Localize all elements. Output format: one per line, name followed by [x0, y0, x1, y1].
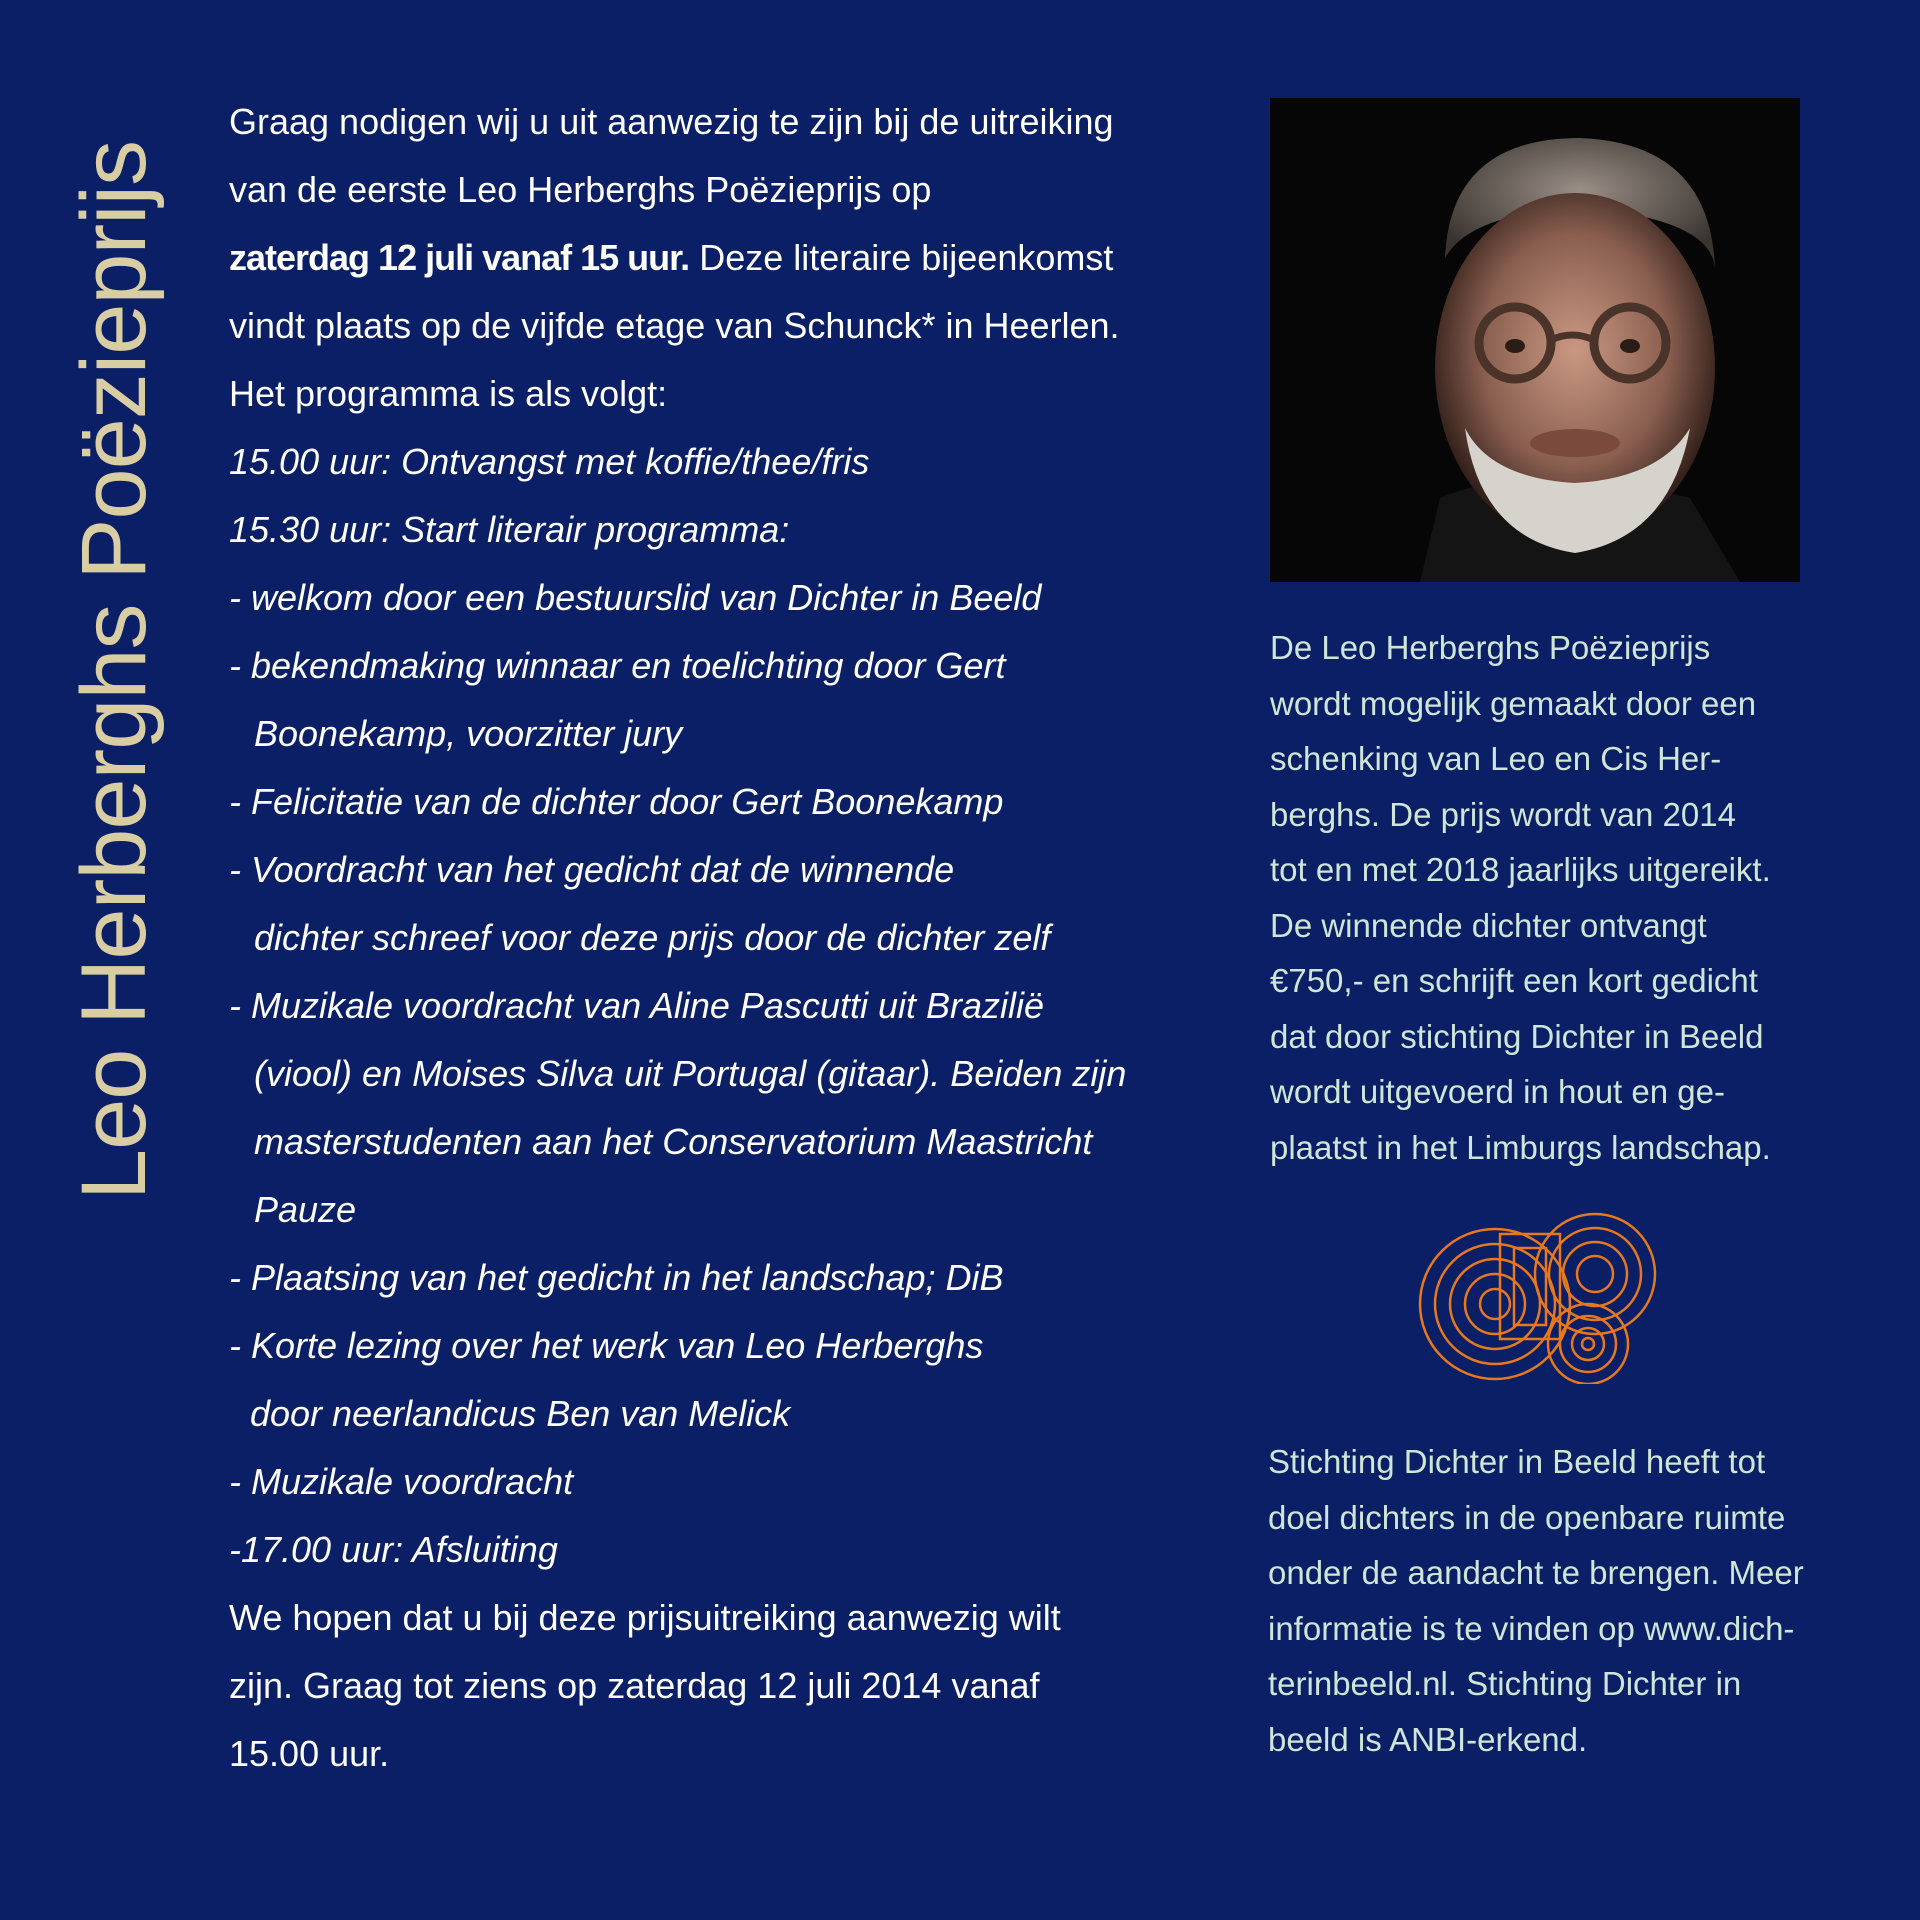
program-item: (viool) en Moises Silva uit Portugal (gitaar). Beiden zijn	[254, 1053, 1127, 1094]
program-item: 15.00 uur: Ontvangst met koffie/thee/fris	[229, 441, 870, 482]
foundation-line: onder de aandacht te brengen. Meer	[1268, 1554, 1804, 1591]
prize-line: tot en met 2018 jaarlijks uitgereikt.	[1270, 851, 1771, 888]
prize-line: wordt uitgevoerd in hout en ge-	[1270, 1073, 1725, 1110]
program-item: Pauze	[254, 1189, 357, 1230]
prize-line: berghs. De prijs wordt van 2014	[1270, 795, 1736, 833]
program-item: door neerlandicus Ben van Melick	[250, 1393, 791, 1434]
intro-line: Graag nodigen wij u uit aanwezig te zijn bij de uitreiking	[229, 101, 1114, 142]
portrait-illustration	[1270, 98, 1800, 582]
program-item: - bekendmaking winnaar en toelichting door Gert	[229, 645, 1006, 686]
intro-line: van de eerste Leo Herberghs Poëzieprijs op	[229, 169, 932, 210]
vertical-title-wrap	[52, 95, 177, 1245]
program-item: - Korte lezing over het werk van Leo Herberghs	[229, 1325, 984, 1366]
program-item: - Muzikale voordracht	[229, 1461, 574, 1502]
program-item: dichter schreef voor deze prijs door de dichter zelf	[254, 917, 1051, 958]
page-title: Leo Herberghs Poëzieprijs	[63, 140, 165, 1200]
program-item: - Muzikale voordracht van Aline Pascutti uit Brazilië	[229, 985, 1045, 1026]
foundation-line: beeld is ANBI-erkend.	[1268, 1720, 1588, 1758]
prize-line: plaatst in het Limburgs landschap.	[1270, 1128, 1771, 1166]
dichter-in-beeld-logo-icon	[1410, 1212, 1664, 1384]
intro-line: vindt plaats op de vijfde etage van Schunck* in Heerlen.	[229, 305, 1120, 346]
prize-line: wordt mogelijk gemaakt door een	[1270, 684, 1757, 722]
foundation-line: doel dichters in de openbare ruimte	[1268, 1498, 1786, 1536]
closing-line: We hopen dat u bij deze prijsuitreiking aanwezig wilt	[229, 1597, 1061, 1638]
program-item: 15.30 uur: Start literair programma:	[229, 509, 790, 550]
closing-line: 15.00 uur.	[229, 1733, 390, 1774]
prize-description	[1270, 620, 1870, 1175]
program-item: - Plaatsing van het gedicht in het landschap; DiB	[229, 1257, 1004, 1298]
prize-line: dat door stichting Dichter in Beeld	[1270, 1017, 1764, 1055]
program-item: - Felicitatie van de dichter door Gert Boonekamp	[229, 781, 1004, 822]
program-item: - welkom door een bestuurslid van Dichter in Beeld	[229, 577, 1042, 618]
intro-line-rest: Deze literaire bijeenkomst	[689, 237, 1114, 278]
prize-line: €750,- en schrijft een kort gedicht	[1270, 962, 1758, 999]
invitation-text	[229, 88, 1229, 1788]
foundation-description	[1268, 1434, 1868, 1767]
portrait-photo	[1270, 98, 1800, 582]
foundation-line: informatie is te vinden op www.dich-	[1268, 1609, 1795, 1647]
foundation-line: terinbeeld.nl. Stichting Dichter in	[1268, 1665, 1742, 1702]
program-item: Boonekamp, voorzitter jury	[254, 713, 683, 754]
prize-line: schenking van Leo en Cis Her-	[1270, 740, 1722, 777]
program-item: - Voordracht van het gedicht dat de winnende	[229, 849, 955, 890]
foundation-line: Stichting Dichter in Beeld heeft tot	[1268, 1443, 1766, 1480]
prize-line: De winnende dichter ontvangt	[1270, 906, 1707, 944]
intro-line: Het programma is als volgt:	[229, 373, 668, 414]
prize-line: De Leo Herberghs Poëzieprijs	[1270, 629, 1711, 666]
intro-line-date	[229, 224, 1229, 292]
closing-line: zijn. Graag tot ziens op zaterdag 12 juli 2014 vanaf	[229, 1665, 1040, 1706]
event-date: zaterdag 12 juli vanaf 15 uur.	[229, 237, 690, 278]
program-item: -17.00 uur: Afsluiting	[229, 1529, 558, 1570]
program-item: masterstudenten aan het Conservatorium Maastricht	[254, 1121, 1093, 1162]
